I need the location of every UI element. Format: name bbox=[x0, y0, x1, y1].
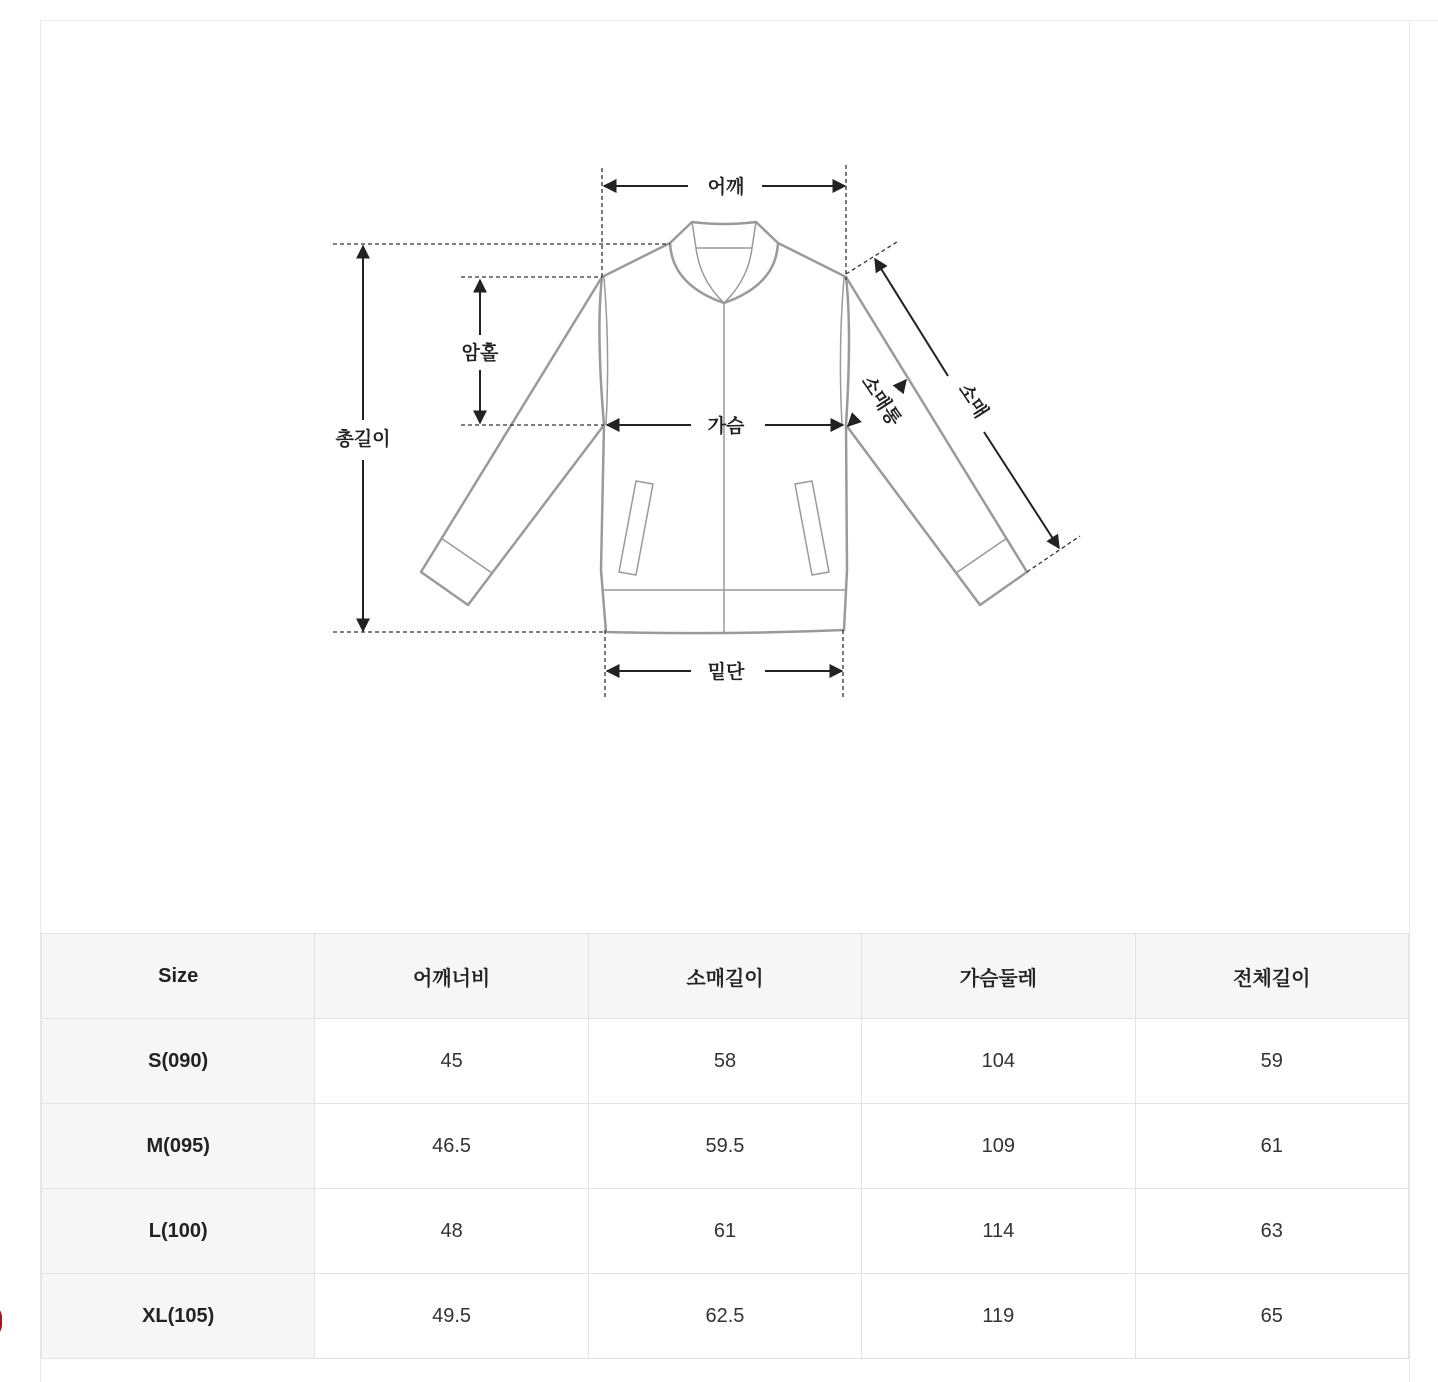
cell-value: 62.5 bbox=[588, 1274, 861, 1359]
header-chest-circumference: 가슴둘레 bbox=[862, 934, 1135, 1019]
header-total-length: 전체길이 bbox=[1135, 934, 1408, 1019]
cell-value: 59.5 bbox=[588, 1104, 861, 1189]
side-tab-marker[interactable] bbox=[0, 1305, 2, 1337]
header-sleeve-length: 소매길이 bbox=[588, 934, 861, 1019]
size-table bbox=[41, 933, 1409, 1359]
row-size-label: L(100) bbox=[42, 1189, 315, 1274]
table-row bbox=[42, 1104, 1409, 1189]
cell-value: 109 bbox=[862, 1104, 1135, 1189]
cell-value: 46.5 bbox=[315, 1104, 588, 1189]
cell-value: 45 bbox=[315, 1019, 588, 1104]
label-sleeve-width: 소매통 bbox=[856, 371, 906, 430]
guide-lines bbox=[333, 165, 1080, 700]
cell-value: 49.5 bbox=[315, 1274, 588, 1359]
cell-value: 61 bbox=[1135, 1104, 1408, 1189]
cell-value: 119 bbox=[862, 1274, 1135, 1359]
cell-value: 59 bbox=[1135, 1019, 1408, 1104]
header-size: Size bbox=[42, 934, 315, 1019]
row-size-label: S(090) bbox=[42, 1019, 315, 1104]
label-hem: 밑단 bbox=[707, 661, 745, 683]
cell-value: 58 bbox=[588, 1019, 861, 1104]
cell-value: 114 bbox=[862, 1189, 1135, 1274]
cell-value: 104 bbox=[862, 1019, 1135, 1104]
header-shoulder-width: 어깨너비 bbox=[315, 934, 588, 1019]
cell-value: 65 bbox=[1135, 1274, 1408, 1359]
cell-value: 63 bbox=[1135, 1189, 1408, 1274]
row-size-label: XL(105) bbox=[42, 1274, 315, 1359]
label-armhole: 암홀 bbox=[461, 342, 499, 364]
cell-value: 61 bbox=[588, 1189, 861, 1274]
label-chest: 가슴 bbox=[707, 415, 745, 437]
table-row bbox=[42, 1019, 1409, 1104]
cell-value: 48 bbox=[315, 1189, 588, 1274]
label-sleeve: 소매 bbox=[953, 379, 993, 423]
label-total-length: 총길이 bbox=[335, 428, 391, 450]
table-header-row bbox=[42, 934, 1409, 1019]
table-row bbox=[42, 1274, 1409, 1359]
label-shoulder: 어깨 bbox=[707, 176, 745, 198]
table-row bbox=[42, 1189, 1409, 1274]
row-size-label: M(095) bbox=[42, 1104, 315, 1189]
